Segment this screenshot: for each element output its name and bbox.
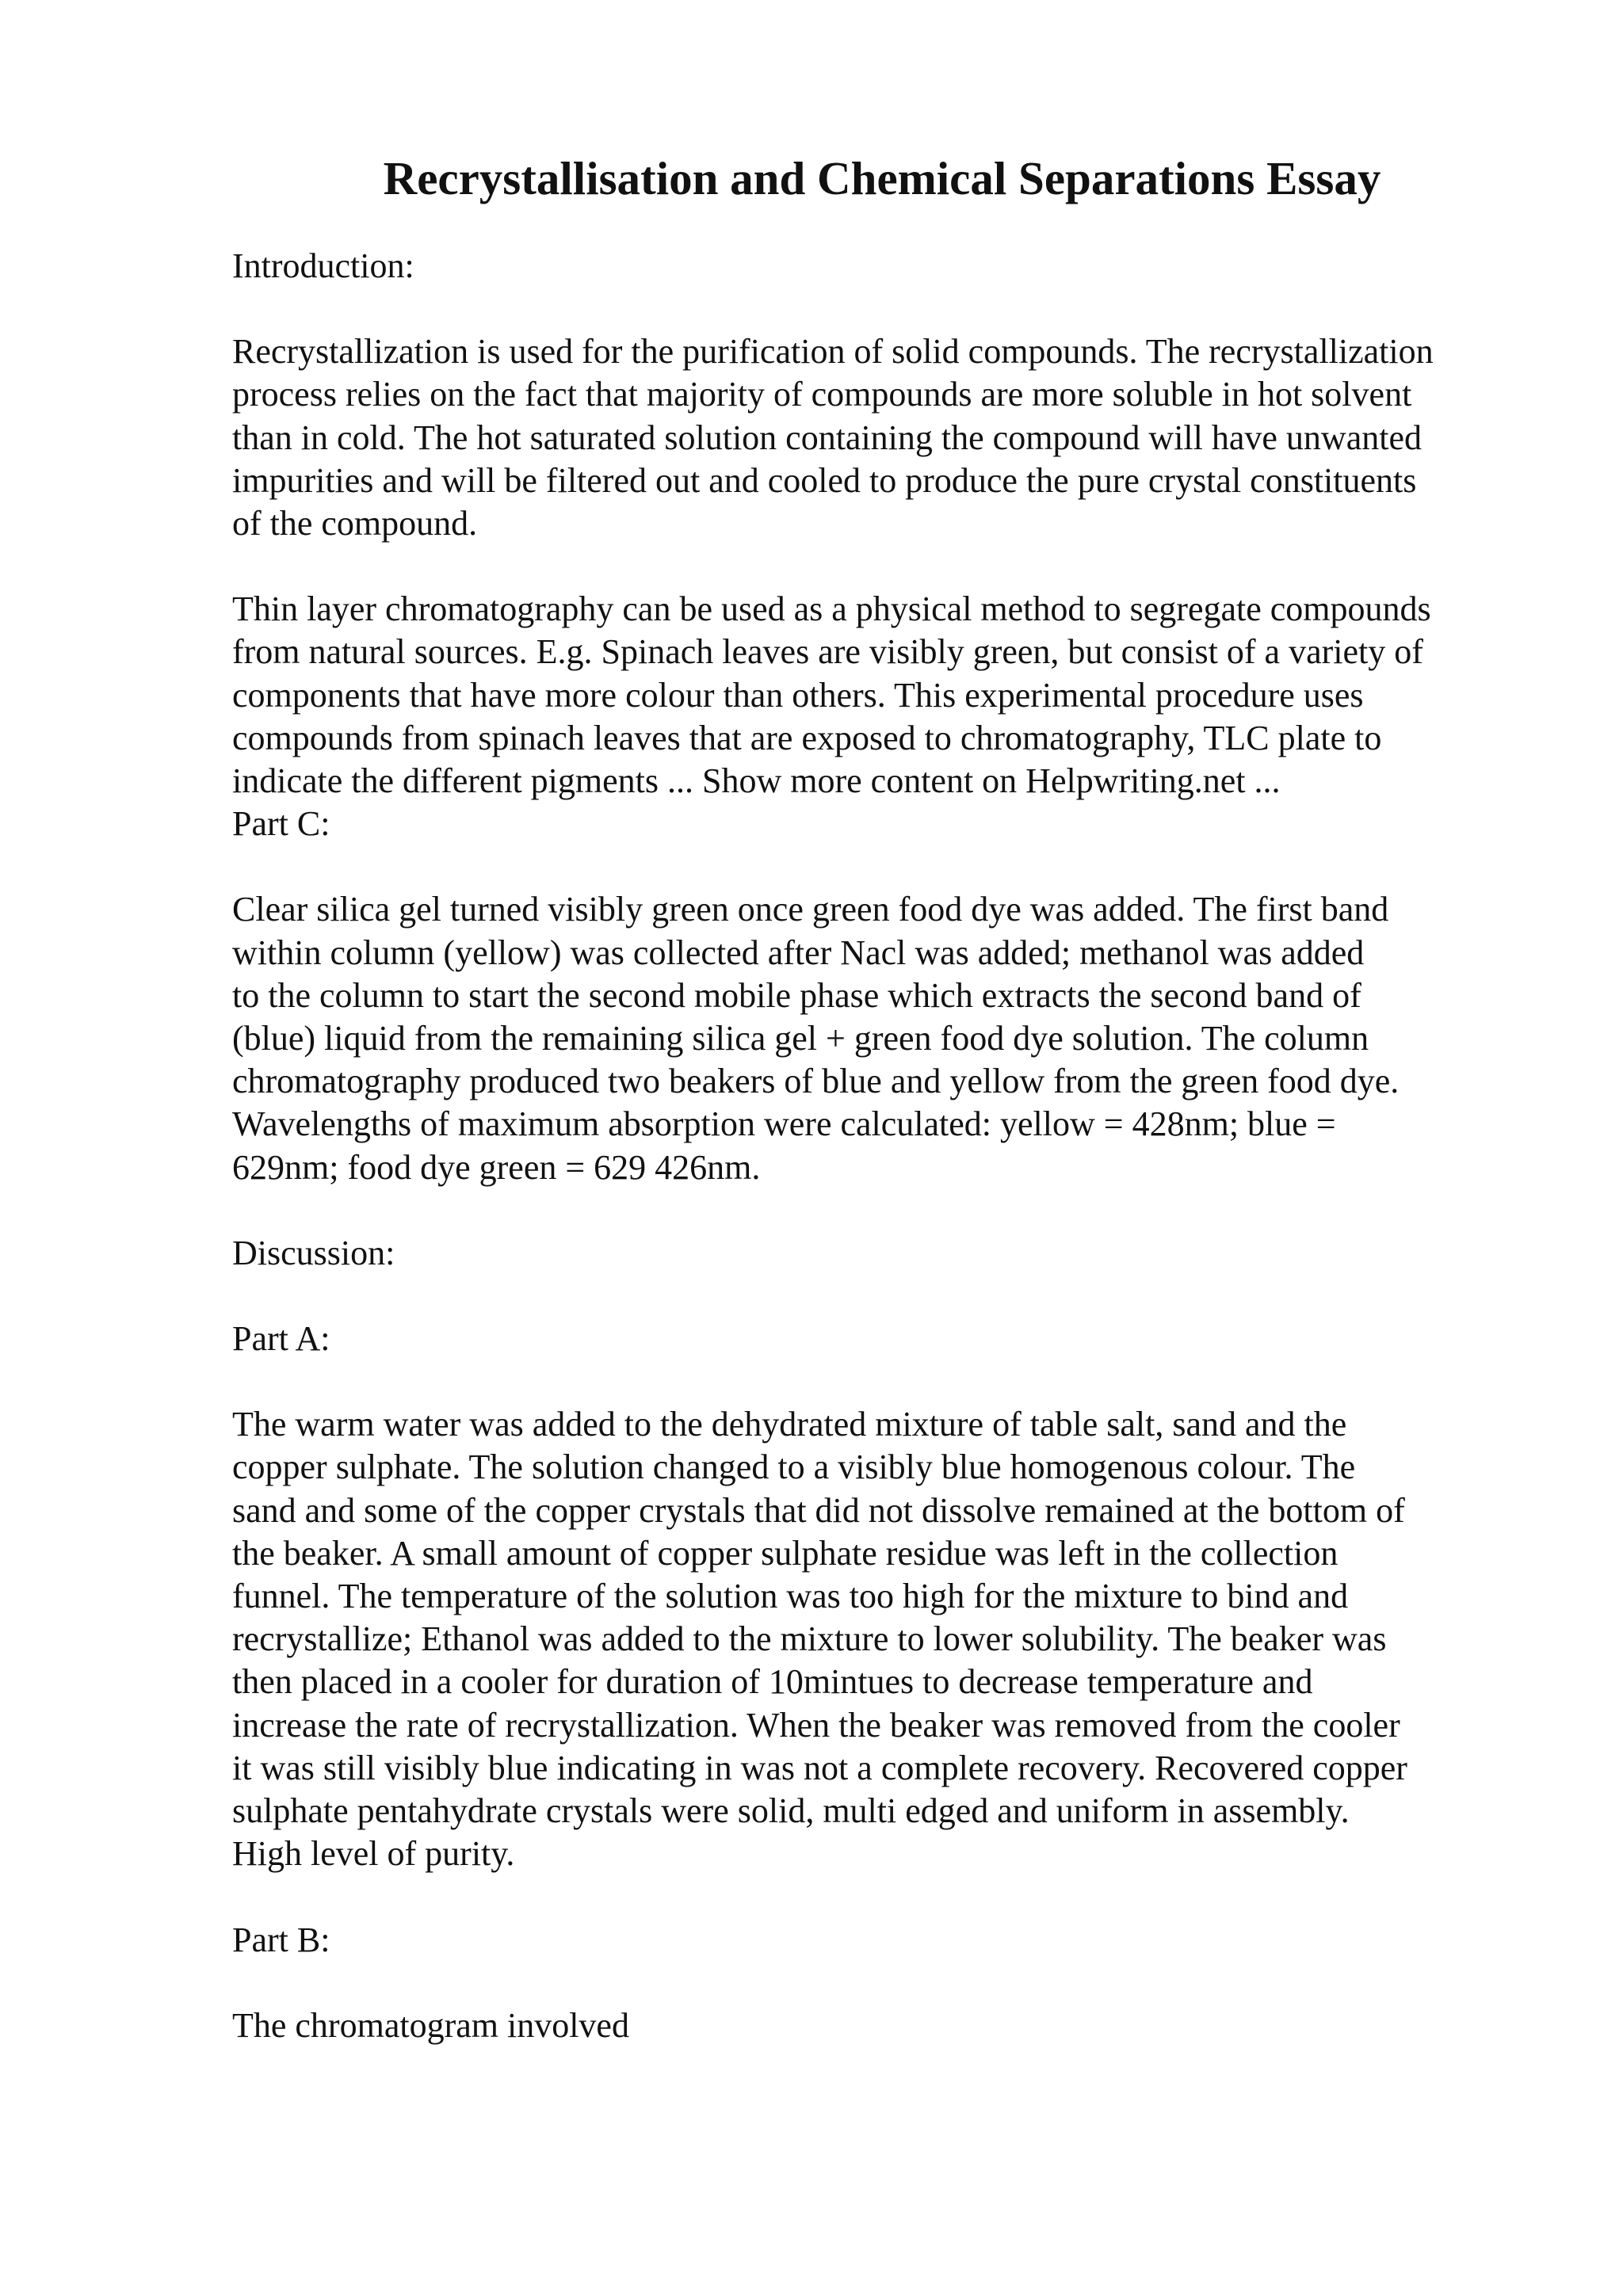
document-title: Recrystallisation and Chemical Separations Essay: [383, 152, 1381, 204]
text-line: Wavelengths of maximum absorption were calculated: yellow = 428nm; blue =: [232, 1104, 1336, 1144]
text-line: Part B:: [232, 1920, 330, 1959]
text-line: Clear silica gel turned visibly green once green food dye was added. The first band: [232, 890, 1389, 929]
text-line: 629nm; food dye green = 629 426nm.: [232, 1147, 761, 1187]
paragraph-part-a: [232, 1403, 1528, 1875]
text-line: indicate the different pigments ... Show more content on Helpwriting.net ...: [232, 761, 1281, 801]
paragraph-chromatography: [232, 588, 1528, 845]
paragraph-part-b: [232, 2004, 1528, 2047]
text-line: then placed in a cooler for duration of 10mintues to decrease temperature and: [232, 1662, 1313, 1702]
text-line: from natural sources. E.g. Spinach leaves are visibly green, but consist of a variety of: [232, 632, 1423, 672]
paragraph-gap: [232, 1360, 1528, 1403]
text-line: Part C:: [232, 804, 330, 844]
text-line: chromatography produced two beakers of blue and yellow from the green food dye.: [232, 1062, 1400, 1101]
text-line: recrystallize; Ethanol was added to the mixture to lower solubility. The beaker was: [232, 1619, 1387, 1659]
document-body: [232, 245, 1528, 2047]
text-line: than in cold. The hot saturated solution containing the compound will have unwanted: [232, 418, 1422, 457]
text-line: compounds from spinach leaves that are exposed to chromatography, TLC plate to: [232, 718, 1382, 757]
text-line: The chromatogram involved: [232, 2005, 629, 2045]
heading-part-a: [232, 1318, 1528, 1360]
paragraph-gap: [232, 1189, 1528, 1232]
text-line: copper sulphate. The solution changed to a visibly blue homogenous colour. The: [232, 1447, 1356, 1487]
heading-part-b: [232, 1919, 1528, 1962]
text-line: Recrystallization is used for the purification of solid compounds. The recrystallization: [232, 332, 1434, 372]
text-line: (blue) liquid from the remaining silica gel + green food dye solution. The column: [232, 1019, 1369, 1058]
text-line: process relies on the fact that majority of compounds are more soluble in hot solvent: [232, 375, 1412, 414]
text-line: The warm water was added to the dehydrated mixture of table salt, sand and the: [232, 1405, 1347, 1444]
text-line: impurities and will be filtered out and cooled to produce the pure crystal constituents: [232, 460, 1417, 500]
text-line: components that have more colour than others. This experimental procedure uses: [232, 675, 1364, 715]
text-line: of the compound.: [232, 504, 478, 543]
text-line: it was still visibly blue indicating in was not a complete recovery. Recovered copper: [232, 1748, 1407, 1787]
text-line: to the column to start the second mobile phase which extracts the second band of: [232, 975, 1361, 1015]
text-line: funnel. The temperature of the solution was too high for the mixture to bind and: [232, 1577, 1349, 1616]
paragraph-gap: [232, 845, 1528, 888]
text-line: sulphate pentahydrate crystals were solid, multi edged and uniform in assembly.: [232, 1791, 1350, 1831]
paragraph-gap: [232, 1275, 1528, 1318]
paragraph-gap: [232, 1962, 1528, 2004]
text-line: Discussion:: [232, 1233, 395, 1272]
paragraph-part-c: [232, 888, 1528, 1188]
text-line: within column (yellow) was collected after Nacl was added; methanol was added: [232, 933, 1365, 972]
paragraph-gap: [232, 1876, 1528, 1919]
text-line: Introduction:: [232, 246, 414, 285]
text-line: Part A:: [232, 1319, 330, 1359]
heading-introduction: [232, 245, 1528, 288]
text-line: increase the rate of recrystallization. When the beaker was removed from the cooler: [232, 1705, 1400, 1745]
text-line: Thin layer chromatography can be used as a physical method to segregate compounds: [232, 589, 1431, 629]
paragraph-gap: [232, 545, 1528, 588]
text-line: the beaker. A small amount of copper sulphate residue was left in the collection: [232, 1533, 1338, 1573]
paragraph-recrystallization: [232, 330, 1528, 545]
heading-discussion: [232, 1232, 1528, 1275]
paragraph-gap: [232, 288, 1528, 330]
text-line: High level of purity.: [232, 1834, 515, 1874]
text-line: sand and some of the copper crystals that did not dissolve remained at the bottom of: [232, 1490, 1405, 1530]
